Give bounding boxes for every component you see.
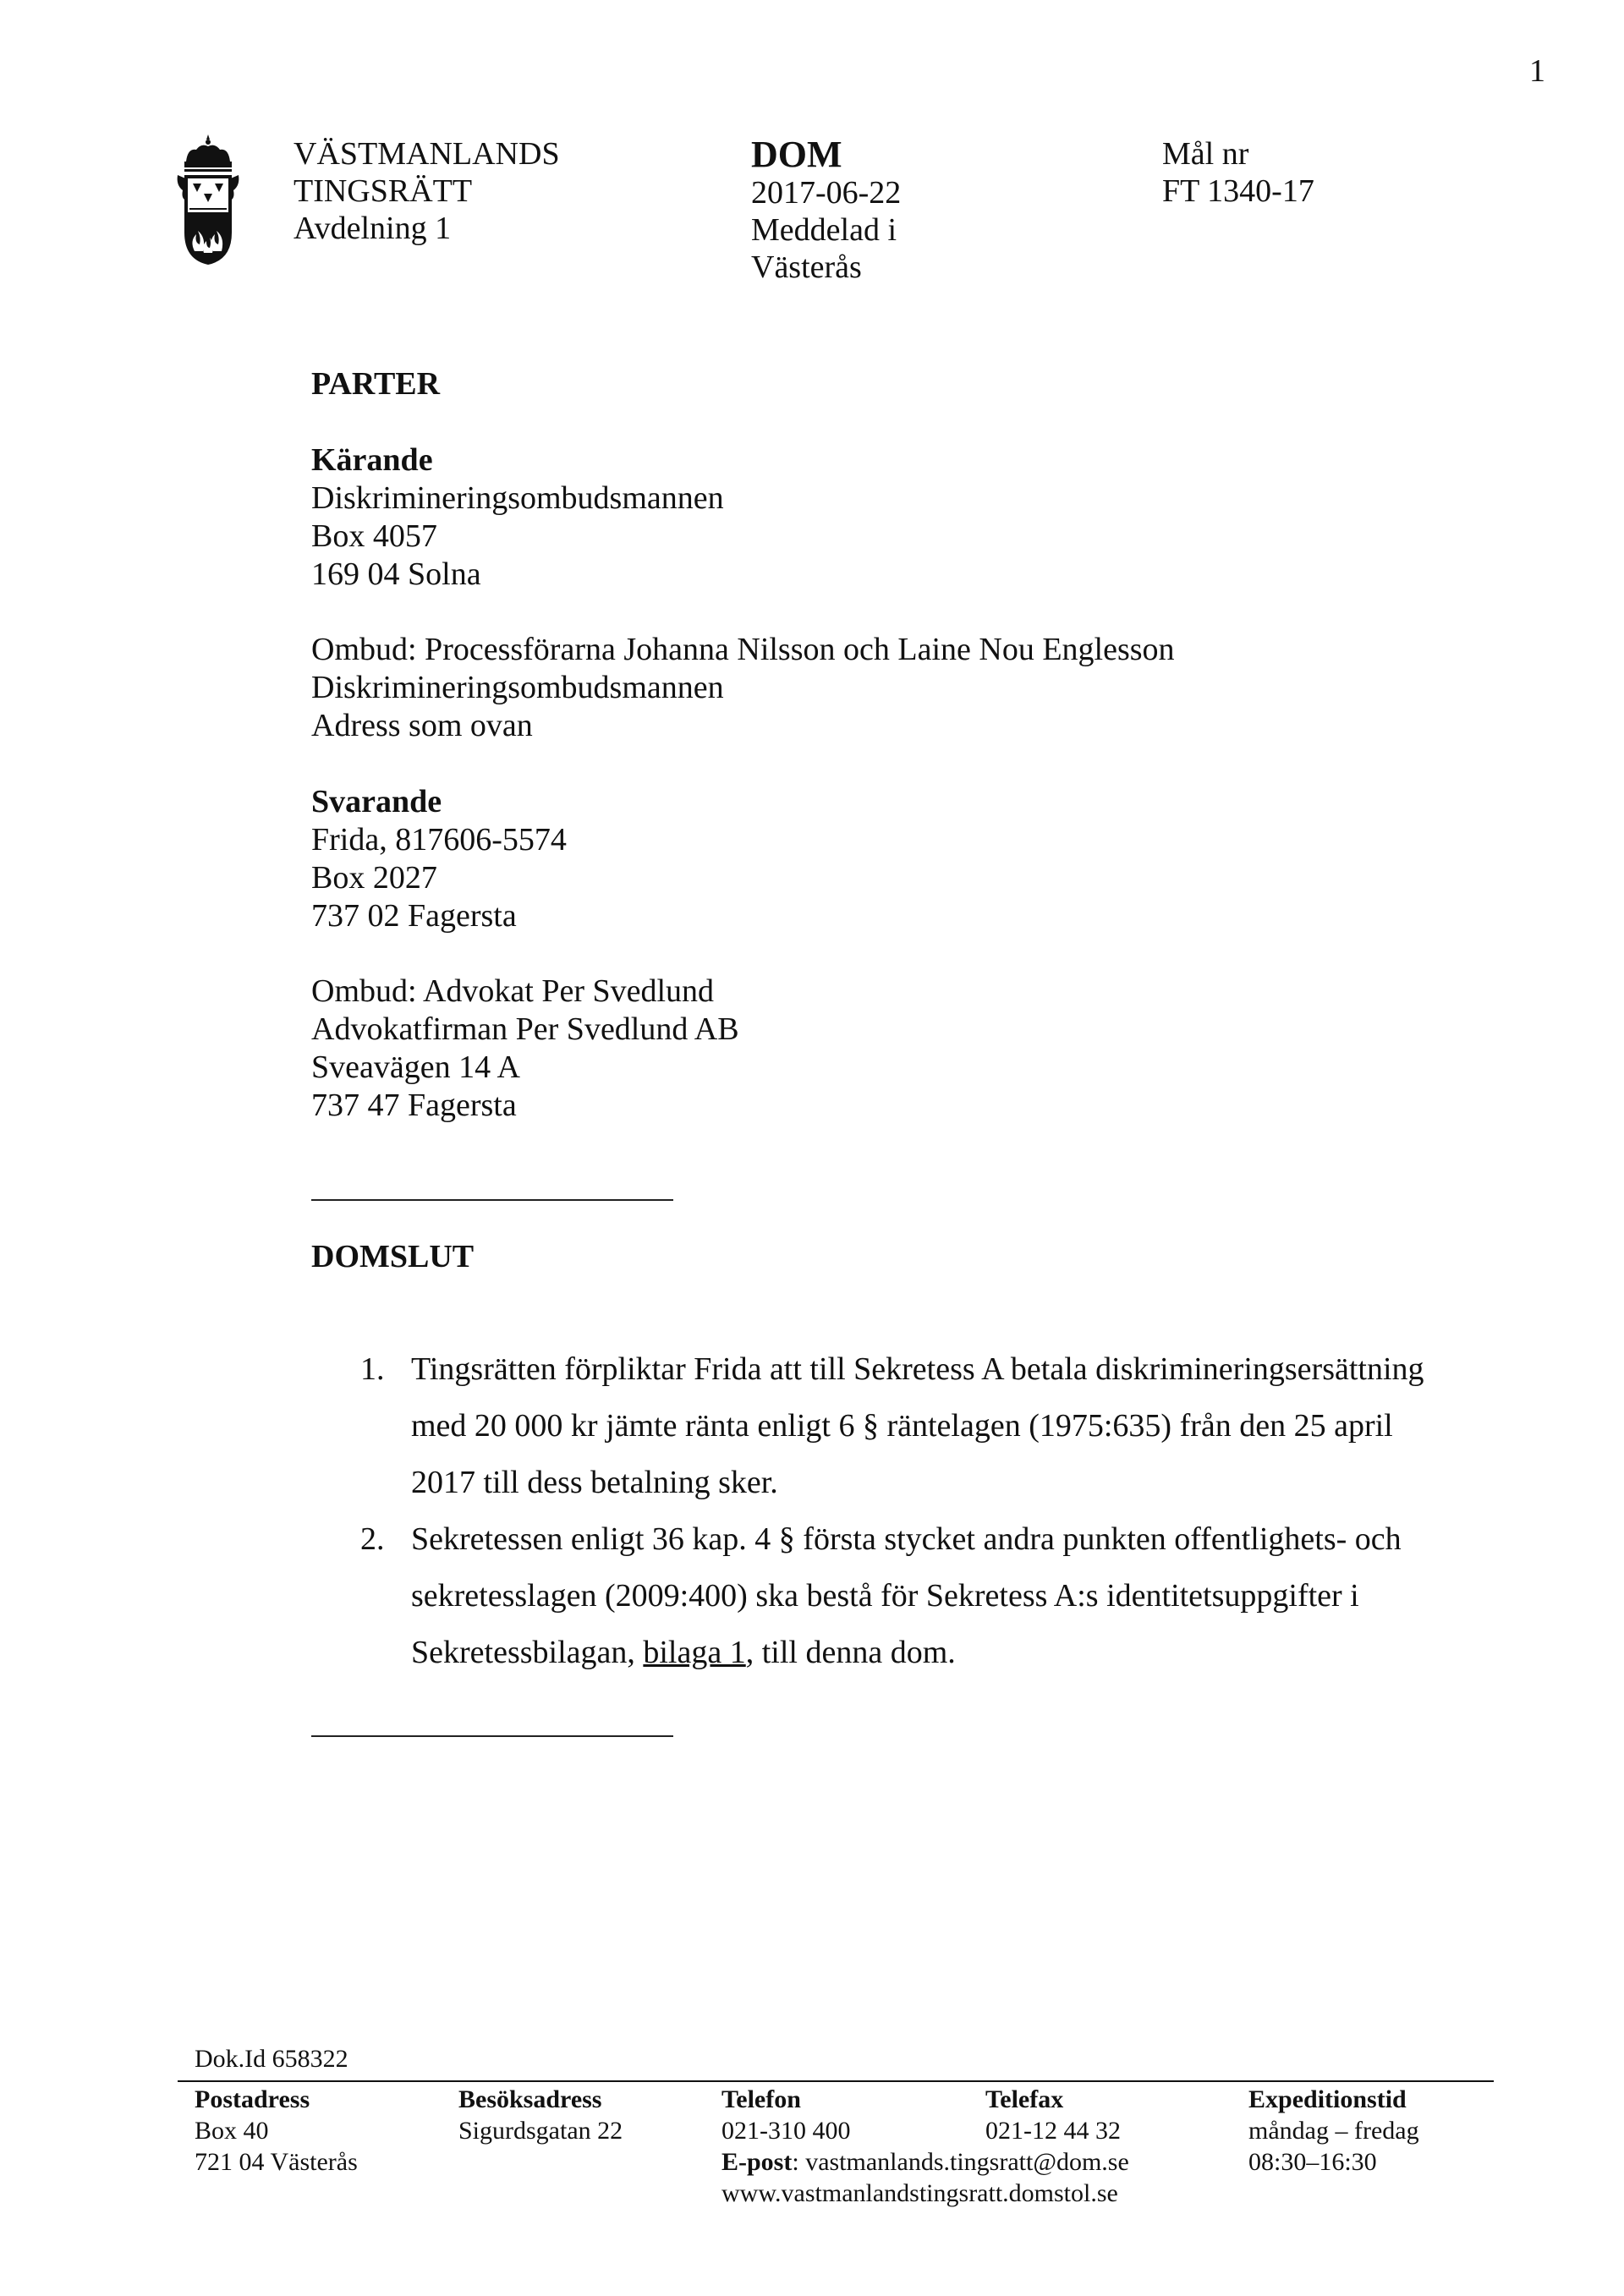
defendant-address: Box 2027 — [311, 860, 437, 896]
defendant-counsel-block — [311, 973, 739, 1125]
court-name-line: VÄSTMANLANDS — [294, 136, 560, 172]
document-type: DOM — [751, 134, 842, 175]
attachment-link[interactable]: bilaga 1 — [643, 1635, 746, 1670]
ruling-item-number: 1. — [360, 1351, 385, 1387]
ruling-item-line — [411, 1625, 1528, 1681]
court-crest-logo — [174, 133, 242, 266]
plaintiff-counsel: Ombud: Processförarna Johanna Nilsson och Laine Nou Englesson — [311, 632, 1175, 667]
footer-phone-number: 021-310 400 — [721, 2117, 851, 2145]
defendant-address: 737 02 Fagersta — [311, 898, 517, 934]
footer-postal — [195, 2084, 358, 2178]
footer-postal-line: Box 40 — [195, 2117, 269, 2145]
ruling-item-line: sekretesslagen (2009:400) ska bestå för Sekretess A:s identitetsuppgifter i — [411, 1578, 1359, 1614]
plaintiff-counsel-address: Adress som ovan — [311, 708, 533, 743]
document-id: Dok.Id 658322 — [195, 2045, 348, 2073]
parties-heading: PARTER — [311, 366, 441, 402]
court-division: Avdelning 1 — [294, 211, 452, 246]
footer-hours-days: måndag – fredag — [1248, 2117, 1419, 2145]
ruling-item-line: 2017 till dess betalning sker. — [411, 1465, 778, 1500]
plaintiff-name: Diskrimineringsombudsmannen — [311, 480, 724, 516]
footer-fax-heading: Telefax — [985, 2085, 1064, 2113]
footer-hours-heading: Expeditionstid — [1248, 2085, 1407, 2113]
court-name — [294, 135, 560, 247]
footer-visit-line: Sigurdsgatan 22 — [458, 2117, 623, 2145]
ruling-item-line: med 20 000 kr jämte ränta enligt 6 § räntelagen (1975:635) från den 25 april — [411, 1408, 1393, 1444]
footer-email — [721, 2146, 1129, 2178]
footer-visit-heading: Besöksadress — [458, 2085, 602, 2113]
defendant-counsel-org: Advokatfirman Per Svedlund AB — [311, 1011, 739, 1047]
section-divider — [311, 1735, 673, 1737]
parties-section — [311, 365, 440, 403]
ruling-item-text: Sekretessbilagan, — [411, 1635, 644, 1670]
page-number: 1 — [1529, 53, 1545, 89]
ruling-item-line: Sekretessen enligt 36 kap. 4 § första stycket andra punkten offentlighets- och — [411, 1521, 1402, 1557]
footer-postal-line: 721 04 Västerås — [195, 2148, 358, 2176]
ruling-item-number: 2. — [360, 1521, 385, 1557]
footer-website[interactable]: www.vastmanlandstingsratt.domstol.se — [721, 2179, 1118, 2207]
case-number-block — [1162, 135, 1314, 210]
defendant-counsel-address: Sveavägen 14 A — [311, 1049, 520, 1085]
ruling-item-line: Tingsrätten förpliktar Frida att till Sekretess A betala diskrimineringsersättning — [411, 1351, 1424, 1387]
plaintiff-counsel-block — [311, 631, 1175, 745]
issued-line: Meddelad i — [751, 212, 897, 248]
ruling-item-text: , till denna dom. — [745, 1635, 956, 1670]
ruling-item — [360, 1511, 1528, 1681]
plaintiff-address: Box 4057 — [311, 518, 437, 554]
footer-postal-heading: Postadress — [195, 2085, 310, 2113]
plaintiff-counsel-org: Diskrimineringsombudsmannen — [311, 670, 724, 705]
defendant-block — [311, 783, 567, 935]
document-date: 2017-06-22 — [751, 175, 902, 211]
issued-place: Västerås — [751, 249, 862, 285]
ruling-section — [311, 1238, 474, 1276]
section-divider — [311, 1199, 673, 1201]
footer-visit — [458, 2084, 623, 2146]
footer-email-label: E-post — [721, 2148, 793, 2176]
footer-email-address[interactable]: : vastmanlands.tingsratt@dom.se — [792, 2148, 1129, 2176]
footer-fax — [985, 2084, 1121, 2146]
defendant-counsel-address: 737 47 Fagersta — [311, 1088, 517, 1123]
plaintiff-address: 169 04 Solna — [311, 556, 481, 592]
defendant-counsel: Ombud: Advokat Per Svedlund — [311, 973, 715, 1009]
ruling-list — [360, 1341, 1528, 1681]
footer-phone-heading: Telefon — [721, 2085, 801, 2113]
case-number-label: Mål nr — [1162, 136, 1249, 172]
footer-divider — [178, 2080, 1494, 2082]
defendant-label: Svarande — [311, 784, 442, 819]
footer-fax-number: 021-12 44 32 — [985, 2117, 1121, 2145]
document-type-block — [751, 135, 901, 286]
plaintiff-block — [311, 441, 724, 594]
footer-hours-time: 08:30–16:30 — [1248, 2148, 1377, 2176]
ruling-item — [360, 1341, 1528, 1511]
ruling-heading: DOMSLUT — [311, 1239, 475, 1274]
footer-hours — [1248, 2084, 1419, 2178]
case-number: FT 1340-17 — [1162, 173, 1314, 209]
defendant-name: Frida, 817606-5574 — [311, 822, 567, 858]
plaintiff-label: Kärande — [311, 442, 433, 478]
court-name-line: TINGSRÄTT — [294, 173, 473, 209]
